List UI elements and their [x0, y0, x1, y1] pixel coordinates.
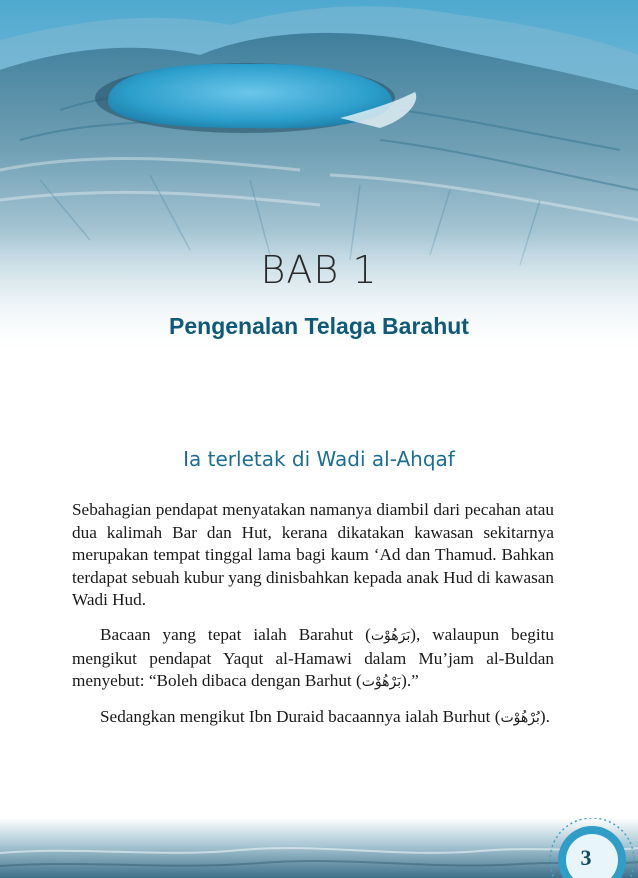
chapter-label: BAB 1: [260, 248, 378, 292]
paragraph-2-part-a: Bacaan yang tepat ialah Barahut (: [100, 624, 371, 644]
page-number: 3: [580, 845, 592, 870]
paragraph-2: [72, 624, 554, 694]
body-text: [72, 499, 554, 741]
arabic-term-barahut: بَرَهُوْت: [370, 627, 411, 644]
chapter-title: Pengenalan Telaga Barahut: [169, 313, 469, 339]
arabic-term-barhut: بَرْهُوْت: [361, 674, 402, 691]
paragraph-3-part-b: ).: [539, 706, 550, 726]
arabic-term-burhut: بُرْهُوْت: [500, 709, 540, 726]
section-heading: Ia terletak di Wadi al-Ahqaf: [183, 447, 455, 471]
paragraph-2-part-b: ), walaupun begitu mengikut pendapat Yaqut al-Hamawi dalam Mu’jam al-Buldan menyebut: “Boleh dibaca dengan Barhut (: [72, 624, 554, 691]
crater-lake-photo: [0, 0, 638, 360]
paragraph-3: [72, 706, 554, 730]
footer-strip: [0, 818, 638, 878]
paragraph-2-part-c: ).”: [401, 671, 419, 691]
paragraph-3-part-a: Sedangkan mengikut Ibn Duraid bacaannya ialah Burhut (: [100, 706, 501, 726]
paragraph-1: Sebahagian pendapat menyatakan namanya diambil dari pecahan atau dua kalimah Bar dan Hut, kerana dikatakan kawasan sekitarnya merupakan tempat tinggal lama bagi kaum ‘Ad dan Thamud. Bahkan terdapat sebuah kubur yang dinisbahkan kepada anak Hud di kawasan Wadi Hud.: [72, 500, 554, 610]
